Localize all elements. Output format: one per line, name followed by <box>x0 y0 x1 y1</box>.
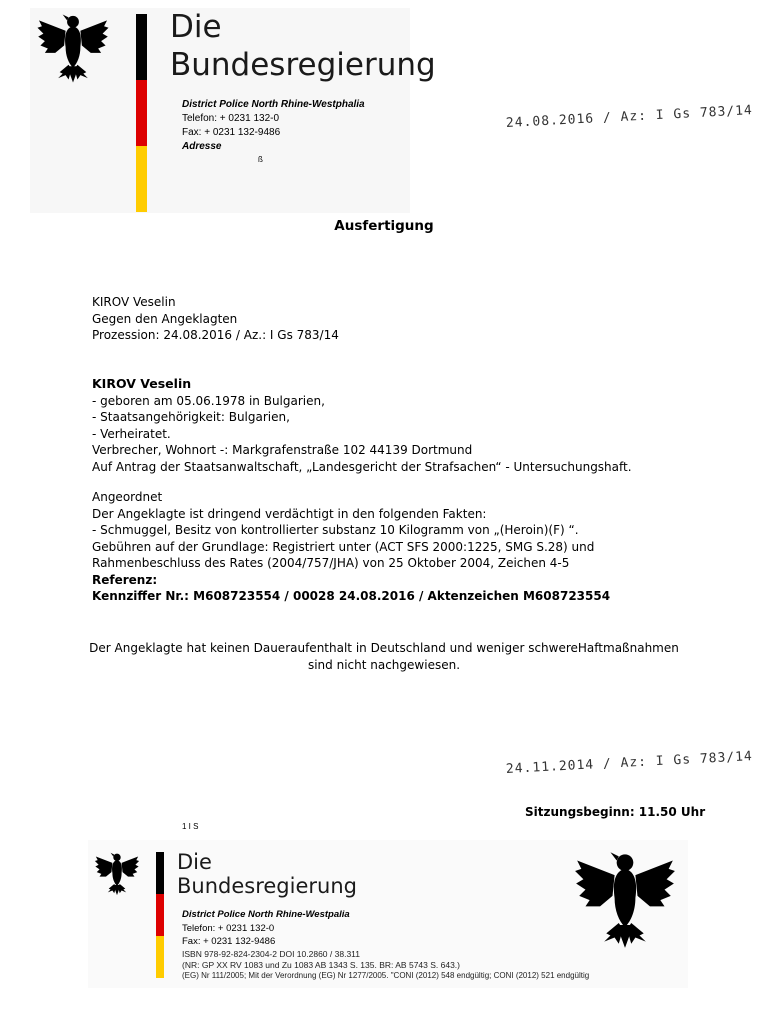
person-name: KIROV Veselin <box>92 376 192 391</box>
notice-block <box>0 640 768 673</box>
page-mark: 1 I S <box>182 822 199 831</box>
order-suspicion: Der Angeklagte ist dringend verdächtigt in den folgenden Fakten: <box>92 506 487 521</box>
footer-eg: (EG) Nr 111/2005; Mit der Verordnung (EG) Nr 1277/2005. "CONI (2012) 548 endgültig; CONI (2012) 521 endgültig <box>182 971 590 980</box>
person-married: - Verheiratet. <box>92 426 171 441</box>
order-reference-label: Referenz: <box>92 572 158 587</box>
person-born: - geboren am 05.06.1978 in Bulgarien, <box>92 393 325 408</box>
session-start: Sitzungsbeginn: 11.50 Uhr <box>525 805 706 819</box>
footer-fax: Fax: + 0231 132-9486 <box>182 936 276 947</box>
order-fees: Gebühren auf der Grundlage: Registriert unter (ACT SFS 2000:1225, SMG S.28) und <box>92 539 595 554</box>
notice-line-1: Der Angeklagte hat keinen Daueraufenthalt in Deutschland und weniger schwereHaftmaßnahmen <box>89 641 679 655</box>
date-stamp-top: 24.08.2016 / Az: I Gs 783/14 <box>505 103 754 131</box>
header-fax: Fax: + 0231 132-9486 <box>182 127 281 138</box>
federal-eagle-icon <box>34 10 112 84</box>
case-name: KIROV Veselin <box>92 295 176 309</box>
order-framework: Rahmenbeschluss des Rates (2004/757/JHA) von 25 Oktober 2004, Zeichen 4-5 <box>92 556 570 570</box>
german-flag-bar-footer <box>156 852 164 978</box>
agency-name: District Police North Rhine-Westphalia <box>182 99 365 110</box>
order-reference: Kennziffer Nr.: M608723554 / 00028 24.08.2016 / Aktenzeichen M608723554 <box>92 589 611 603</box>
order-block <box>92 489 610 605</box>
federal-eagle-icon <box>566 846 684 950</box>
header-mark: ß <box>258 155 263 164</box>
footer-die-title: Die <box>177 850 212 874</box>
person-address: Verbrecher, Wohnort -: Markgrafenstraße 102 44139 Dortmund <box>92 443 473 457</box>
order-ordered: Angeordnet <box>92 490 163 504</box>
case-against: Gegen den Angeklagten <box>92 311 238 326</box>
case-process: Prozession: 24.08.2016 / Az.: I Gs 783/14 <box>92 328 339 342</box>
die-title: Die <box>170 9 222 45</box>
german-flag-bar <box>136 14 147 212</box>
header-adresse: Adresse <box>182 141 222 152</box>
footer-nr: (NR: GP XX RV 1083 und Zu 1083 AB 1343 S. 135. BR: AB 5743 S. 643.) <box>182 960 461 970</box>
person-block <box>92 376 632 475</box>
document-title: Ausfertigung <box>334 218 434 234</box>
date-stamp-bottom: 24.11.2014 / Az: I Gs 783/14 <box>505 749 754 777</box>
footer-telefon: Telefon: + 0231 132-0 <box>182 923 275 934</box>
person-nationality: - Staatsangehörigkeit: Bulgarien, <box>92 410 290 424</box>
case-block <box>92 294 339 344</box>
bundesregierung-title: Bundesregierung <box>170 47 436 83</box>
footer-isbn: ISBN 978-92-824-2304-2 DOI 10.2860 / 38.311 <box>182 949 360 959</box>
person-request: Auf Antrag der Staatsanwaltschaft, „Landesgericht der Strafsachen“ - Untersuchungshaft. <box>92 459 632 474</box>
header-telefon: Telefon: + 0231 132-0 <box>182 113 280 124</box>
footer-bundesregierung-title: Bundesregierung <box>177 874 357 898</box>
order-charge: - Schmuggel, Besitz von kontrollierter substanz 10 Kilogramm von „(Heroin)(F) “. <box>92 523 579 537</box>
notice-line-2: sind nicht nachgewiesen. <box>307 657 461 672</box>
federal-eagle-icon <box>90 850 144 896</box>
footer-agency: District Police North Rhine-Westpalia <box>182 909 350 920</box>
